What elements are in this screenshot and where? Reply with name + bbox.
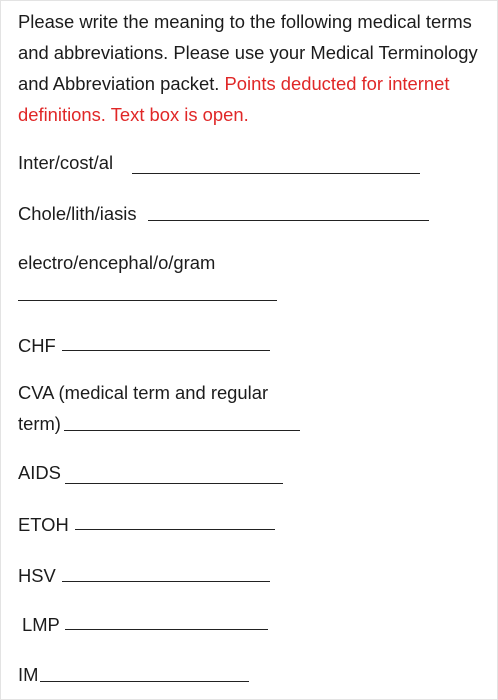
term-label-cholelithiasis: Chole/lith/iasis bbox=[18, 203, 137, 224]
answer-blank-cholelithiasis[interactable] bbox=[148, 220, 429, 221]
answer-blank-electroencephalogram[interactable] bbox=[18, 300, 277, 301]
answer-blank-etoh[interactable] bbox=[75, 529, 275, 530]
answer-blank-aids[interactable] bbox=[65, 483, 283, 484]
term-label-etoh: ETOH bbox=[18, 514, 69, 535]
term-label-electroencephalogram: electro/encephal/o/gram bbox=[18, 252, 216, 273]
term-label-lmp: LMP bbox=[22, 614, 60, 635]
instructions-text: Please write the meaning to the following medical terms and abbreviations. Please use your Medical Terminology and Abbreviation packet. bbox=[18, 11, 478, 94]
answer-blank-im[interactable] bbox=[40, 681, 249, 682]
term-label-cva-line2: term) bbox=[18, 413, 61, 434]
answer-blank-chf[interactable] bbox=[62, 350, 270, 351]
instructions-warning: Points deducted for internet definitions. Text box is open. bbox=[18, 73, 450, 125]
term-label-aids: AIDS bbox=[18, 462, 61, 483]
instructions-paragraph bbox=[18, 6, 478, 130]
term-label-hsv: HSV bbox=[18, 565, 56, 586]
answer-blank-cva[interactable] bbox=[64, 430, 300, 431]
answer-blank-lmp[interactable] bbox=[65, 629, 268, 630]
answer-blank-hsv[interactable] bbox=[62, 581, 270, 582]
answer-blank-intercostal[interactable] bbox=[132, 173, 420, 174]
term-label-chf: CHF bbox=[18, 335, 56, 356]
term-label-im: IM bbox=[18, 664, 39, 685]
term-label-intercostal: Inter/cost/al bbox=[18, 152, 114, 173]
term-label-cva-line1: CVA (medical term and regular bbox=[18, 382, 269, 403]
